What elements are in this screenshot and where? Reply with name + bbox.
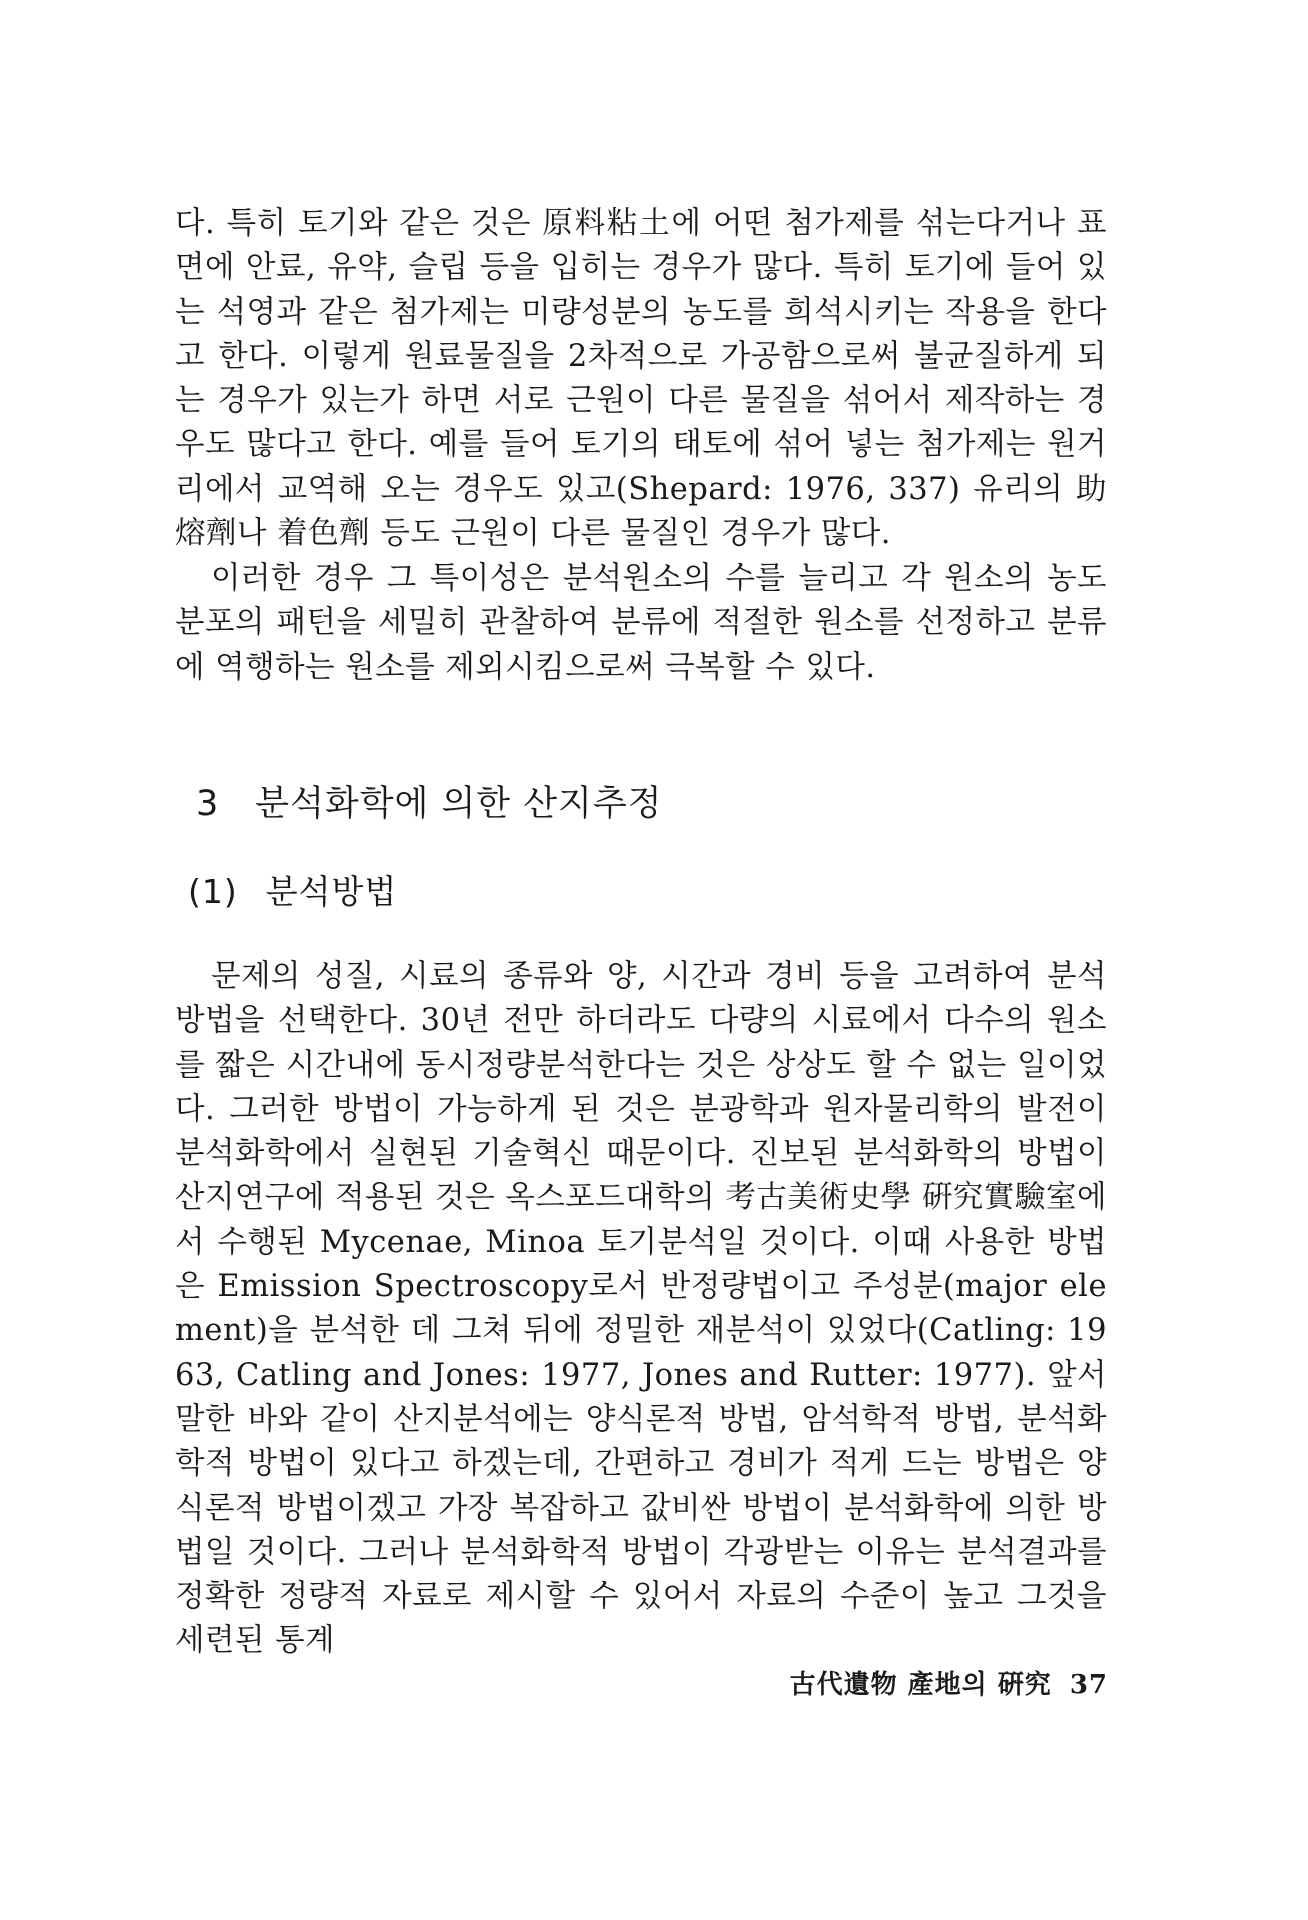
subsection-title: 분석방법: [265, 872, 398, 911]
section-number: 3: [196, 784, 220, 824]
body-paragraph: 이러한 경우 그 특이성은 분석원소의 수를 늘리고 각 원소의 농도 분포의 패턴을 세밀히 관찰하여 분류에 적절한 원소를 선정하고 분류에 역행하는 원소를 제외시킴으로써 극복할 수 있다.: [175, 561, 1107, 685]
section-title: 분석화학에 의한 산지추정: [255, 784, 663, 824]
body-paragraph: 문제의 성질, 시료의 종류와 양, 시간과 경비 등을 고려하여 분석 방법을 선택한다. 30년 전만 하더라도 다량의 시료에서 다수의 원소를 짧은 시간내에 동시정량분석한다는 것은 상상도 할 수 없는 일이었다. 그러한 방법이 가능하게 된 것은 분광학과 원자물리학의 발전이 분석화학에서 실현된 기술혁신 때문이다. 진보된 분석화학의 방법이 산지연구에 적용된 것은 옥스포드대학의 考古美術史學 硏究實驗室에서 수행된 Mycenae, Minoa 토기분석일 것이다. 이때 사용한 방법은 Emission Spectroscopy로서 반정량법이고 주성분(major element)을 분석한 데 그쳐 뒤에 정밀한 재분석이 있었다(Catling: 1963, Catling and Jones: 1977, Jones and Rutter: 1977). 앞서 말한 바와 같이 산지분석에는 양식론적 방법, 암석학적 방법, 분석화학적 방법이 있다고 하겠는데, 간편하고 경비가 적게 드는 방법은 양식론적 방법이겠고 가장 복잡하고 값비싼 방법이 분석화학에 의한 방법일 것이다. 그러나 분석화학적 방법이 각광받는 이유는 분석결과를 정확한 정량적 자료로 제시할 수 있어서 자료의 수준이 높고 그것을 세련된 통계: [175, 959, 1107, 1659]
subsection-heading: [188, 866, 397, 913]
page-number: 37: [1069, 1670, 1108, 1700]
subsection-number: (1): [188, 872, 238, 911]
body-paragraph: 다. 특히 토기와 같은 것은 原料粘土에 어떤 첨가제를 섞는다거나 표면에 안료, 유약, 슬립 등을 입히는 경우가 많다. 특히 토기에 들어 있는 석영과 같은 첨가제는 미량성분의 농도를 희석시키는 작용을 한다고 한다. 이렇게 원료물질을 2차적으로 가공함으로써 불균질하게 되는 경우가 있는가 하면 서로 근원이 다른 물질을 섞어서 제작하는 경우도 많다고 한다. 예를 들어 토기의 태토에 섞어 넣는 첨가제는 원거리에서 교역해 오는 경우도 있고(Shepard: 1976, 337) 유리의 助熔劑나 着色劑 등도 근원이 다른 물질인 경우가 많다.: [175, 206, 1107, 552]
section-heading: [196, 776, 662, 826]
page-footer: [790, 1664, 1108, 1701]
running-title: 古代遺物 產地의 硏究: [789, 1670, 1052, 1700]
